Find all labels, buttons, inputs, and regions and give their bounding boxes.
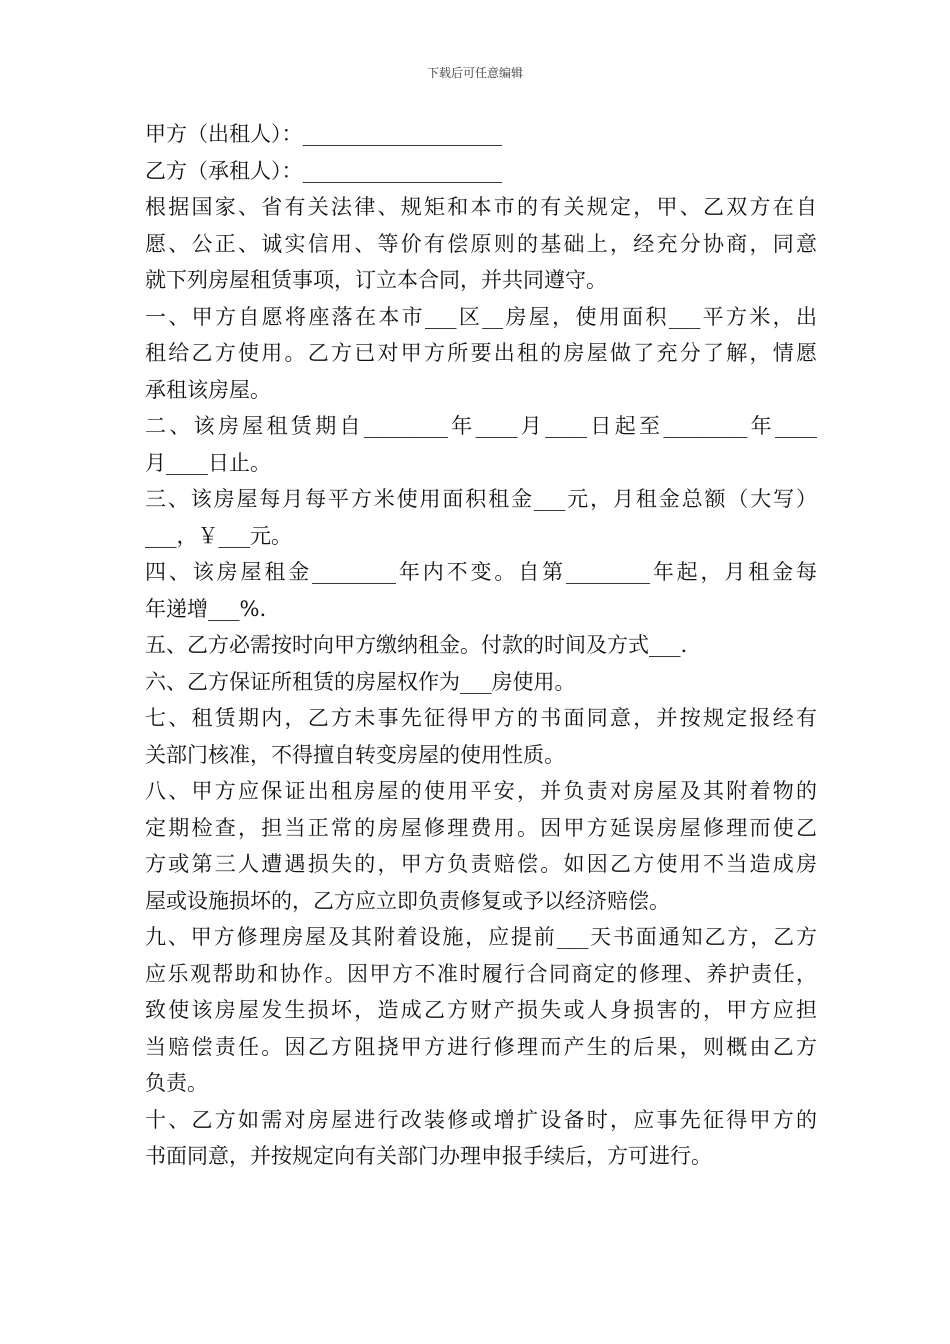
text-line: 六、乙方保证所租赁的房屋权作为___房使用。 (145, 669, 576, 694)
text-line: 就下列房屋租赁事项，订立本合同，并共同遵守。 (145, 268, 607, 292)
text-line: 负责。 (145, 1071, 208, 1095)
text-line: 愿、公正、诚实信用、等价有偿原则的基础上，经充分协商，同意 (145, 231, 817, 256)
text-line: 屋或设施损坏的，乙方应立即负责修复或予以经济赔偿。 (145, 888, 670, 913)
text-line: 三、该房屋每月每平方米使用面积租金___元，月租金总额（大写） (145, 487, 817, 511)
page-header-note: 下载后可任意编辑 (426, 66, 523, 80)
text-line: 九、甲方修理房屋及其附着设施，应提前___天书面通知乙方，乙方 (145, 925, 817, 949)
text-line: 四、该房屋租金________年内不变。自第________年起，月租金每 (145, 560, 817, 584)
text-line: 应乐观帮助和协作。因甲方不准时履行合同商定的修理、养护责任， (145, 961, 817, 986)
text-line: 八、甲方应保证出租房屋的使用平安，并负责对房屋及其附着物的 (145, 779, 817, 803)
text-line: 五、乙方必需按时向甲方缴纳租金。付款的时间及方式___. (145, 633, 688, 657)
text-line: 关部门核准，不得擅自转变房屋的使用性质。 (145, 742, 565, 767)
text-line: 书面同意，并按规定向有关部门办理申报手续后，方可进行。 (145, 1144, 712, 1168)
text-line: 十、乙方如需对房屋进行改装修或增扩设备时，应事先征得甲方的 (145, 1107, 817, 1132)
text-line: 定期检查，担当正常的房屋修理费用。因甲方延误房屋修理而使乙 (145, 815, 817, 840)
text-line: 甲方（出租人）：___________________ (145, 122, 502, 146)
text-line: 承租该房屋。 (145, 377, 271, 402)
text-line: 乙方（承租人）：___________________ (145, 158, 502, 183)
contract-body (145, 116, 817, 1175)
text-line: 方或第三人遭遇损失的，甲方负责赔偿。如因乙方使用不当造成房 (145, 852, 817, 876)
text-line: 租给乙方使用。乙方已对甲方所要出租的房屋做了充分了解，情愿 (145, 341, 817, 365)
text-line: 年递增___%. (145, 596, 267, 621)
text-line: 致使该房屋发生损坏，造成乙方财产损失或人身损害的，甲方应担 (145, 998, 817, 1022)
text-line: 七、租赁期内，乙方未事先征得甲方的书面同意，并按规定报经有 (145, 706, 817, 730)
text-line: 一、甲方自愿将座落在本市___区__房屋，使用面积___平方米，出 (145, 304, 817, 329)
text-line: 二、该房屋租赁期自________年____月____日起至________年____ (145, 414, 817, 438)
text-line: 当赔偿责任。因乙方阻挠甲方进行修理而产生的后果，则概由乙方 (145, 1034, 817, 1059)
text-line: 月____日止。 (145, 450, 271, 475)
text-line: 根据国家、省有关法律、规矩和本市的有关规定，甲、乙双方在自 (145, 195, 817, 219)
text-line: ___，￥___元。 (145, 523, 292, 548)
